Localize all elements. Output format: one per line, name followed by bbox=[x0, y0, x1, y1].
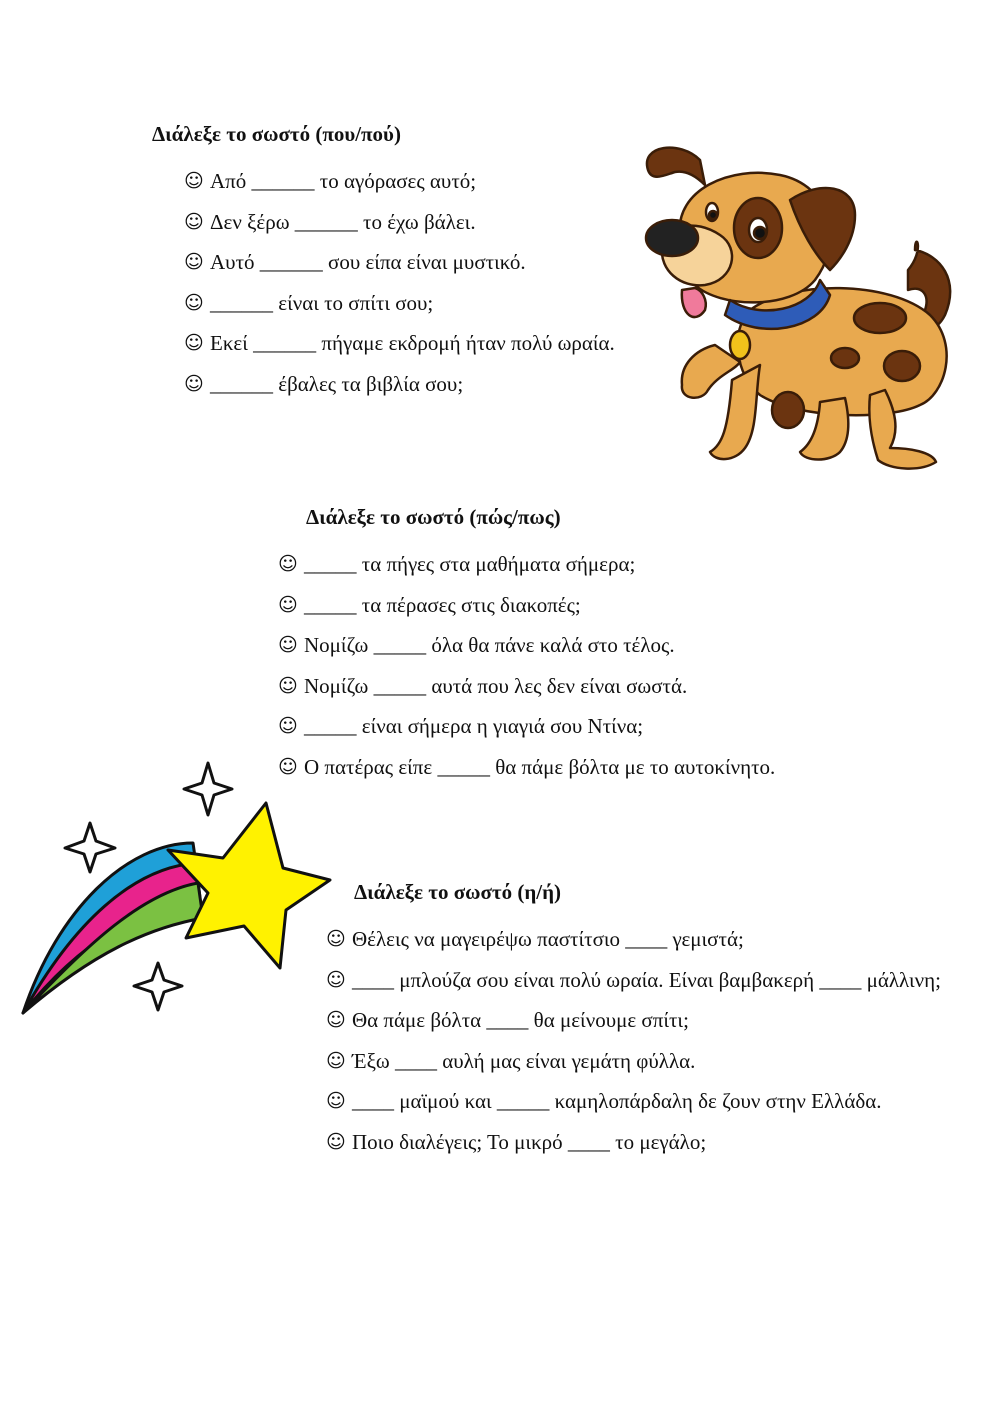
list-item: ☺ Νομίζω _____ αυτά που λες δεν είναι σωστά. bbox=[278, 666, 775, 707]
smiley-icon: ☺ bbox=[278, 755, 298, 778]
smiley-icon: ☺ bbox=[278, 553, 298, 575]
list-item: ☺ ____ μπλούζα σου είναι πολύ ωραία. Είναι βαμβακερή ____ μάλλινη; bbox=[326, 960, 954, 1001]
list-item: ☺ ____ μαϊμού και _____ καμηλοπάρδαλη δε ζουν στην Ελλάδα. bbox=[326, 1081, 954, 1122]
list-item: ☺ Δεν ξέρω ______ το έχω βάλει. bbox=[184, 202, 615, 243]
smiley-icon: ☺ bbox=[184, 251, 204, 273]
exercise-list bbox=[278, 544, 775, 787]
list-item: ☺ Ο πατέρας είπε _____ θα πάμε βόλτα με το αυτοκίνητο. bbox=[278, 747, 775, 788]
smiley-icon: ☺ bbox=[326, 1090, 346, 1112]
list-item: ☺ ______ έβαλες τα βιβλία σου; bbox=[184, 364, 615, 405]
list-item: ☺ Από ______ το αγόρασες αυτό; bbox=[184, 161, 615, 202]
section-title: Διάλεξε το σωστό (η/ή) bbox=[354, 880, 561, 904]
list-item: ☺ Έξω ____ αυλή μας είναι γεμάτη φύλλα. bbox=[326, 1041, 954, 1082]
smiley-icon: ☺ bbox=[326, 928, 346, 950]
smiley-icon: ☺ bbox=[184, 332, 204, 354]
section-pos bbox=[278, 505, 776, 787]
list-item: ☺ _____ είναι σήμερα η γιαγιά σου Ντίνα; bbox=[278, 706, 775, 747]
smiley-icon: ☺ bbox=[326, 1130, 346, 1153]
smiley-icon: ☺ bbox=[278, 634, 298, 656]
smiley-icon: ☺ bbox=[278, 674, 298, 697]
list-item: ☺ Θα πάμε βόλτα ____ θα μείνουμε σπίτι; bbox=[326, 1000, 954, 1041]
list-item: ☺ Νομίζω _____ όλα θα πάνε καλά στο τέλος. bbox=[278, 625, 775, 666]
list-item: ☺ _____ τα πήγες στα μαθήματα σήμερα; bbox=[278, 544, 775, 585]
section-pou bbox=[152, 122, 615, 404]
list-item: ☺ Εκεί ______ πήγαμε εκδρομή ήταν πολύ ωραία. bbox=[184, 323, 615, 364]
exercise-list bbox=[326, 919, 954, 1162]
smiley-icon: ☺ bbox=[184, 291, 204, 314]
smiley-icon: ☺ bbox=[326, 1009, 346, 1031]
smiley-icon: ☺ bbox=[184, 372, 204, 395]
section-title: Διάλεξε το σωστό (πώς/πως) bbox=[306, 505, 561, 529]
section-title: Διάλεξε το σωστό (που/πού) bbox=[152, 122, 401, 146]
smiley-icon: ☺ bbox=[326, 1049, 346, 1072]
list-item: ☺ Θέλεις να μαγειρέψω παστίτσιο ____ γεμιστά; bbox=[326, 919, 954, 960]
shooting-star-illustration-icon bbox=[18, 758, 338, 1023]
list-item: ☺ ______ είναι το σπίτι σου; bbox=[184, 283, 615, 324]
dog-illustration-icon bbox=[640, 130, 970, 475]
exercise-list bbox=[184, 161, 615, 404]
list-item: ☺ _____ τα πέρασες στις διακοπές; bbox=[278, 585, 775, 626]
smiley-icon: ☺ bbox=[278, 715, 298, 737]
list-item: ☺ Αυτό ______ σου είπα είναι μυστικό. bbox=[184, 242, 615, 283]
smiley-icon: ☺ bbox=[326, 968, 346, 991]
smiley-icon: ☺ bbox=[184, 210, 204, 233]
section-i bbox=[326, 880, 954, 1162]
smiley-icon: ☺ bbox=[278, 593, 298, 616]
list-item: ☺ Ποιο διαλέγεις; Το μικρό ____ το μεγάλο; bbox=[326, 1122, 954, 1163]
smiley-icon: ☺ bbox=[184, 170, 204, 192]
